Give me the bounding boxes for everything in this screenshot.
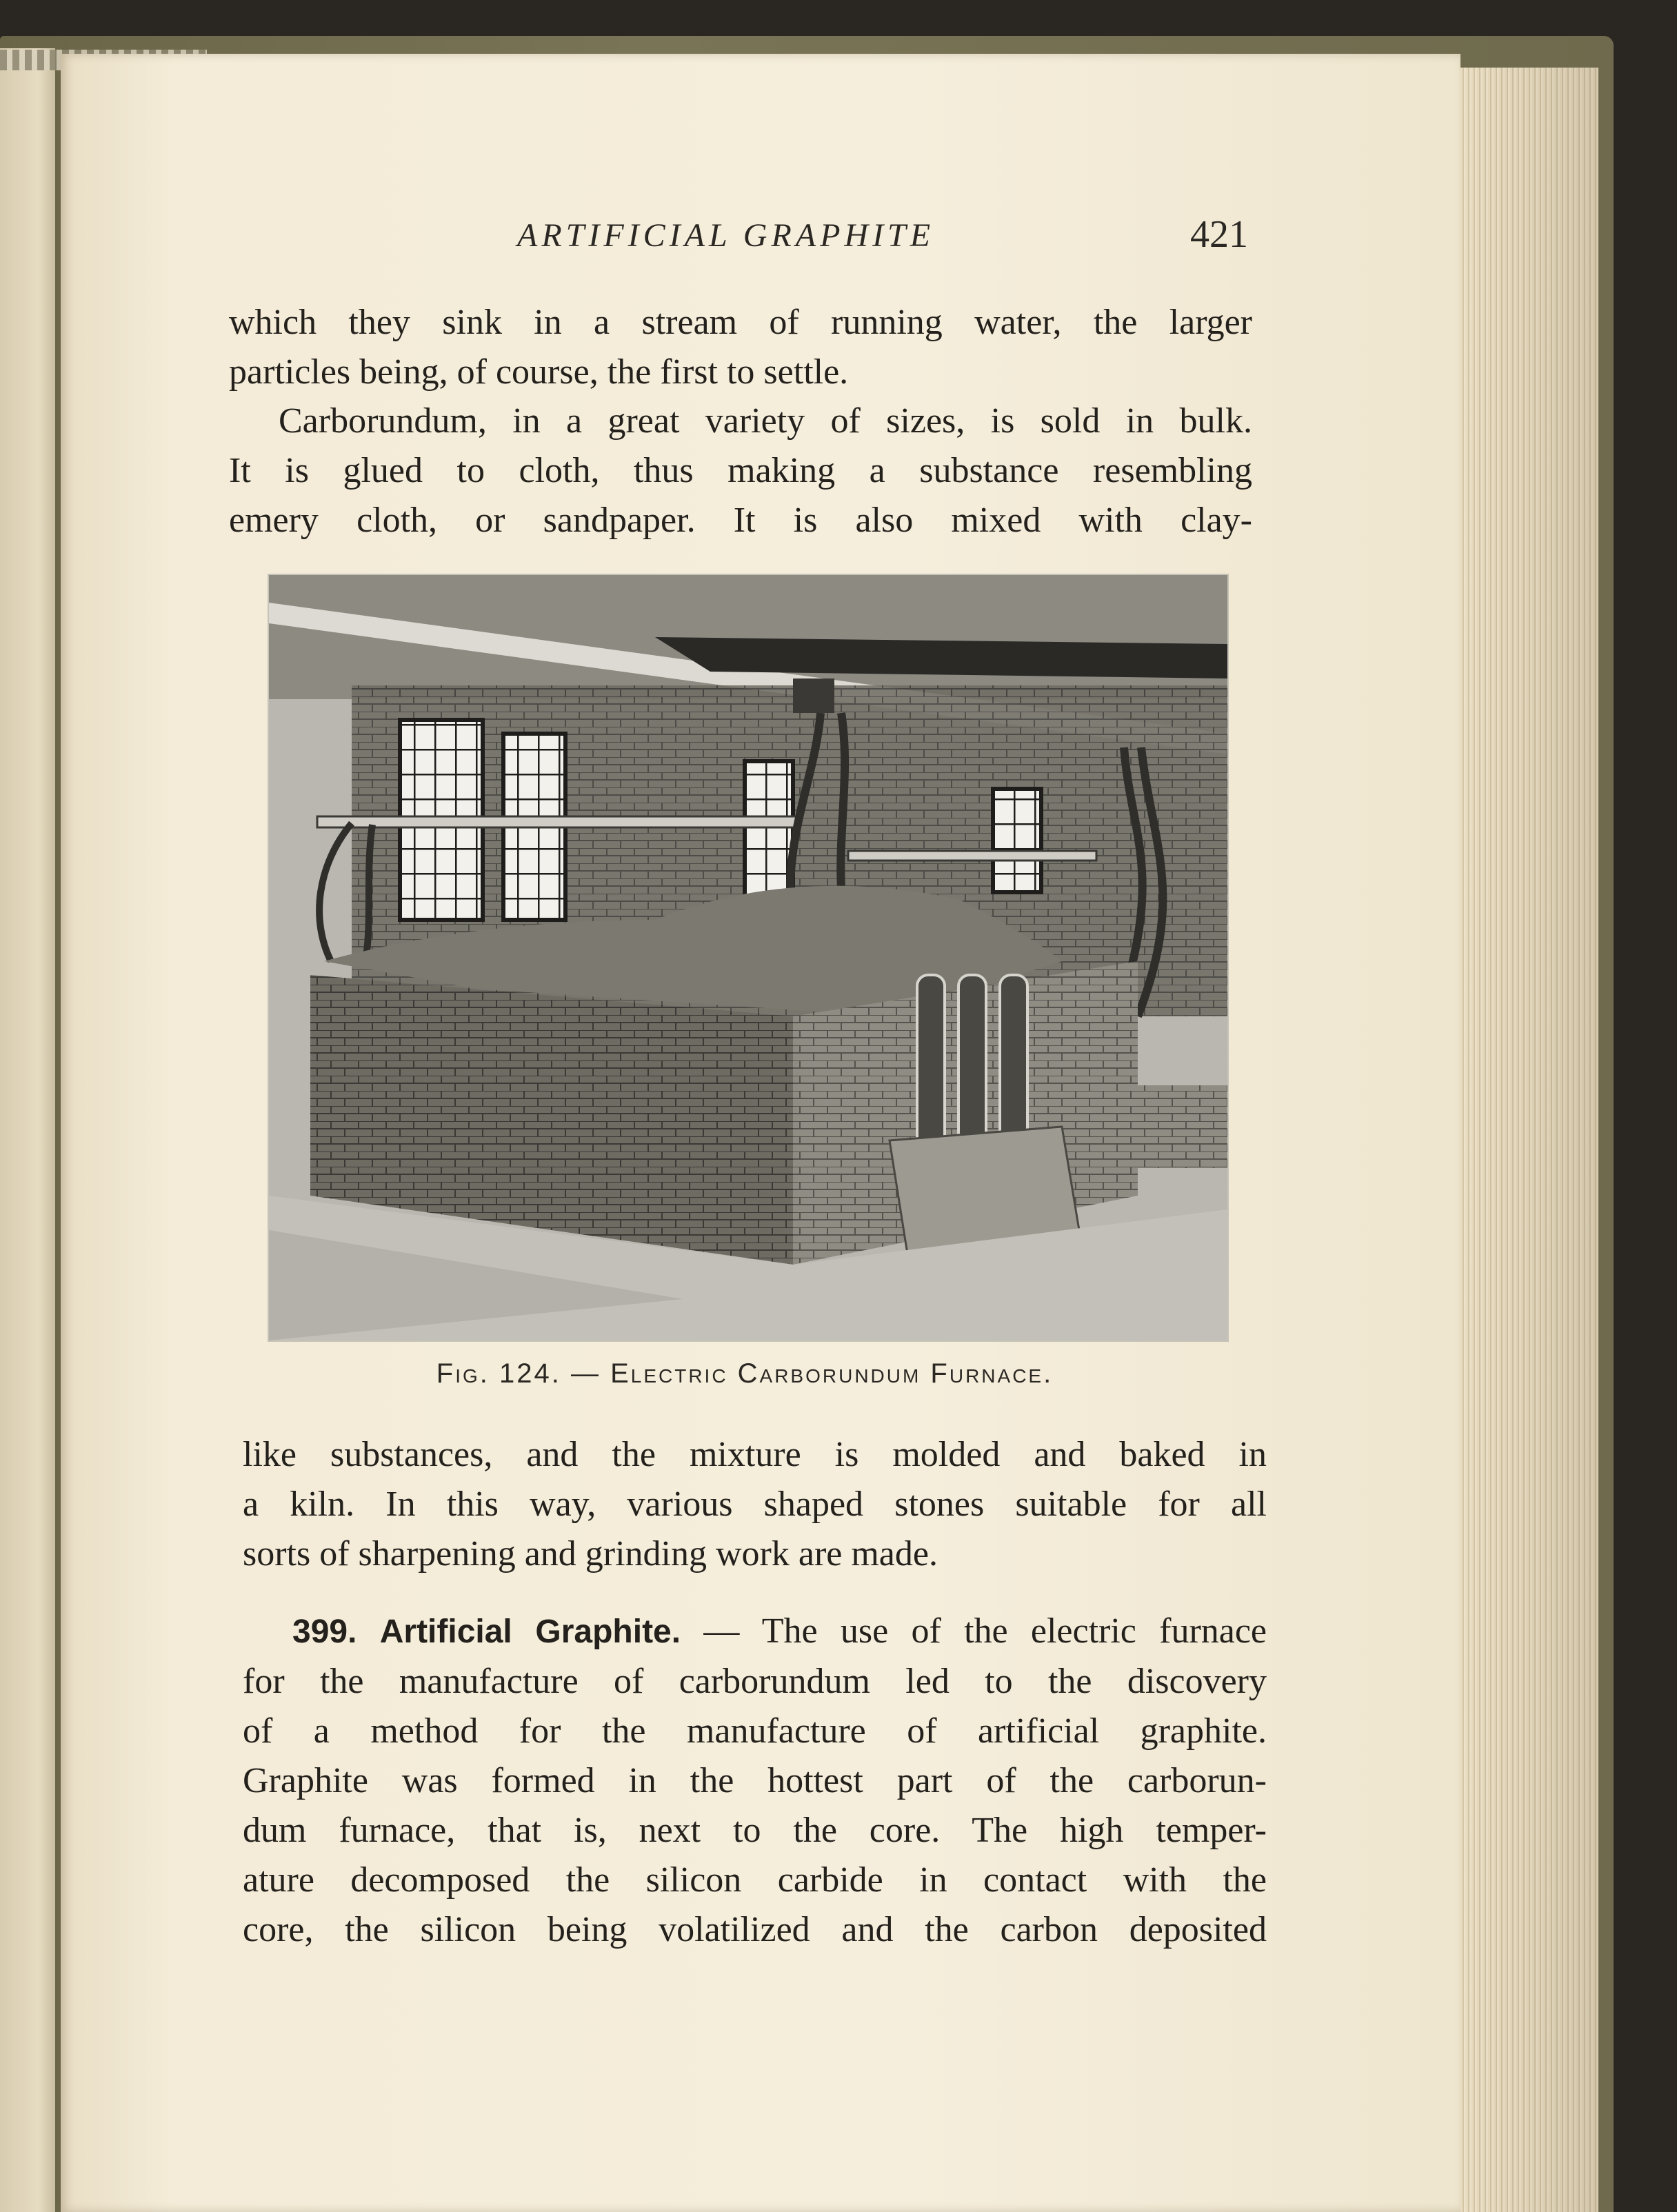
text-line: ature decomposed the silicon carbide in contact with the bbox=[243, 1860, 1267, 1900]
page-block-edges bbox=[1460, 68, 1598, 2212]
page-header bbox=[228, 212, 1248, 261]
figure-caption-text: Fig. 124. — Electric Carborundum Furnace. bbox=[436, 1358, 1054, 1389]
text-line: like substances, and the mixture is molded and baked in bbox=[243, 1435, 1267, 1474]
text-line: particles being, of course, the first to settle. bbox=[229, 352, 849, 392]
text-line: a kiln. In this way, various shaped stones suitable for all bbox=[243, 1485, 1267, 1524]
facing-page-edge bbox=[0, 48, 55, 2212]
text-line: core, the silicon being volatilized and the carbon deposited bbox=[243, 1910, 1267, 1949]
running-head: ARTIFICIAL GRAPHITE bbox=[517, 217, 935, 254]
text-line: for the manufacture of carborundum led to the discovery bbox=[243, 1662, 1267, 1701]
section-title: Artificial Graphite. bbox=[379, 1613, 681, 1650]
text-line: dum furnace, that is, next to the core. The high temper- bbox=[243, 1811, 1267, 1850]
paragraph-1 bbox=[229, 298, 1252, 397]
text-line: Carborundum, in a great variety of sizes, is sold in bulk. bbox=[279, 401, 1252, 441]
figure-furnace-photo bbox=[268, 574, 1229, 1342]
paragraph-2 bbox=[229, 396, 1252, 545]
section-number: 399. bbox=[292, 1613, 357, 1650]
text-line: of a method for the manufacture of artificial graphite. bbox=[243, 1711, 1267, 1751]
paragraph-399 bbox=[243, 1607, 1267, 1955]
text-line: Graphite was formed in the hottest part of the carborun- bbox=[243, 1761, 1267, 1800]
furnace-illustration bbox=[269, 575, 1227, 1340]
section-heading-line bbox=[243, 1607, 1267, 1657]
text-line: emery cloth, or sandpaper. It is also mixed with clay- bbox=[229, 501, 1252, 540]
section-lead-text: — The use of the electric furnace bbox=[703, 1611, 1267, 1651]
text-line: It is glued to cloth, thus making a substance resembling bbox=[229, 451, 1252, 490]
paragraph-3 bbox=[243, 1430, 1267, 1579]
text-line: which they sink in a stream of running water, the larger bbox=[229, 303, 1252, 342]
page-number: 421 bbox=[1190, 213, 1248, 256]
text-line: sorts of sharpening and grinding work are made. bbox=[243, 1534, 938, 1573]
figure-caption bbox=[228, 1358, 1262, 1389]
